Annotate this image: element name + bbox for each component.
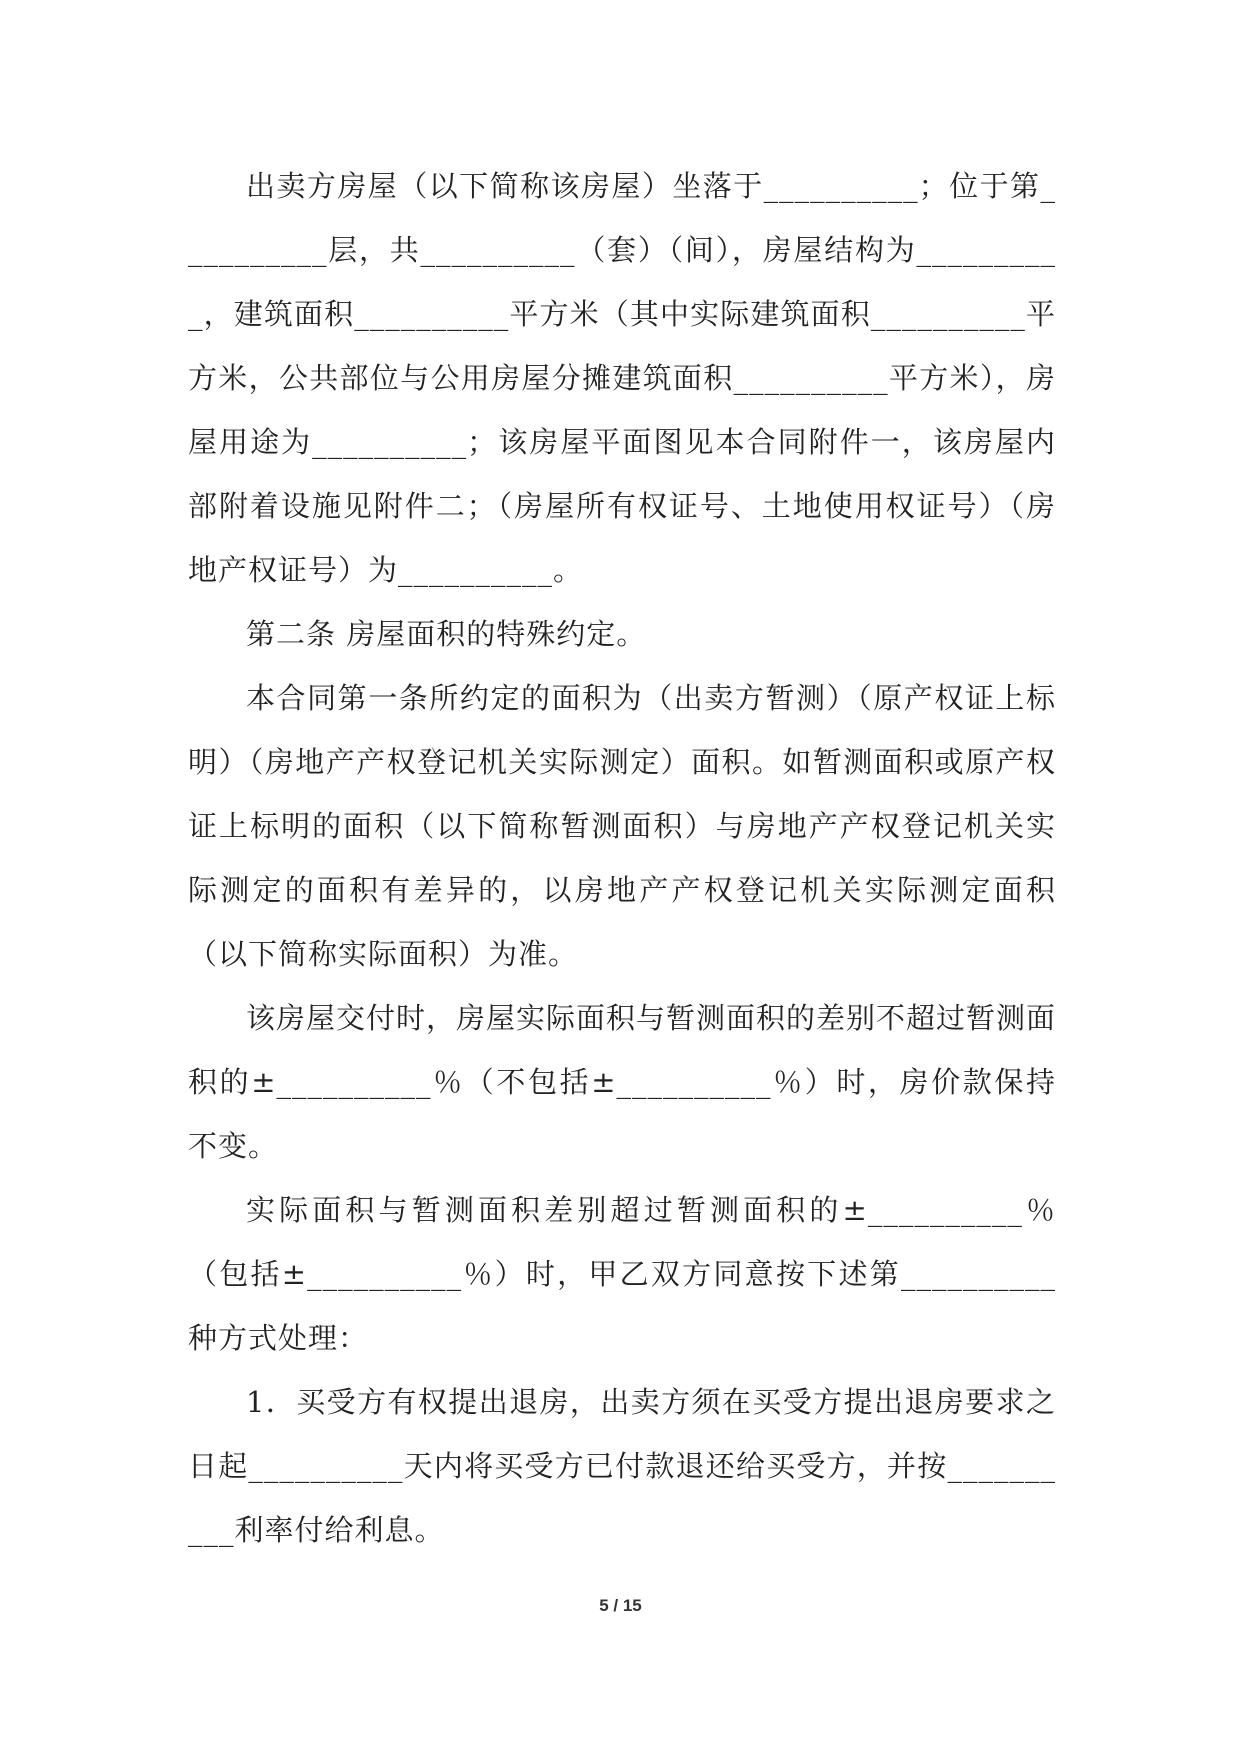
paragraph-area-tolerance: 该房屋交付时，房屋实际面积与暂测面积的差别不超过暂测面积的±__________％（不包括±__________％）时，房价款保持不变。	[188, 1001, 1057, 1163]
paragraph-option-one: 1．买受方有权提出退房，出卖方须在买受方提出退房要求之日起__________天内将买受方已付款退还给买受方，并按__________利率付给利息。	[188, 1385, 1056, 1547]
paragraph-property-location: 出卖方房屋（以下简称该房屋）坐落于__________；位于第__________层，共__________（套）（间），房屋结构为__________，建筑面积__________平方米（其中实际建筑面积__________平方米，公共部位与公用房屋分摊建筑面积__________平方米），房屋用途为__________；该房屋平面图见本合同附件一，该房屋内部附着设施见附件二；（房屋所有权证号、土地使用权证号）（房地产权证号）为__________。	[188, 169, 1056, 587]
page-number: 5 / 15	[599, 1596, 642, 1615]
document-body	[188, 154, 1056, 1562]
paragraph-article-two-heading: 第二条 房屋面积的特殊约定。	[246, 617, 647, 651]
paragraph-area-exceed: 实际面积与暂测面积差别超过暂测面积的±__________％（包括±__________％）时，甲乙双方同意按下述第__________种方式处理：	[188, 1193, 1056, 1355]
paragraph-area-definition: 本合同第一条所约定的面积为（出卖方暂测）（原产权证上标明）（房地产产权登记机关实际测定）面积。如暂测面积或原产权证上标明的面积（以下简称暂测面积）与房地产产权登记机关实际测定的面积有差异的，以房地产产权登记机关实际测定面积（以下简称实际面积）为准。	[188, 681, 1056, 971]
